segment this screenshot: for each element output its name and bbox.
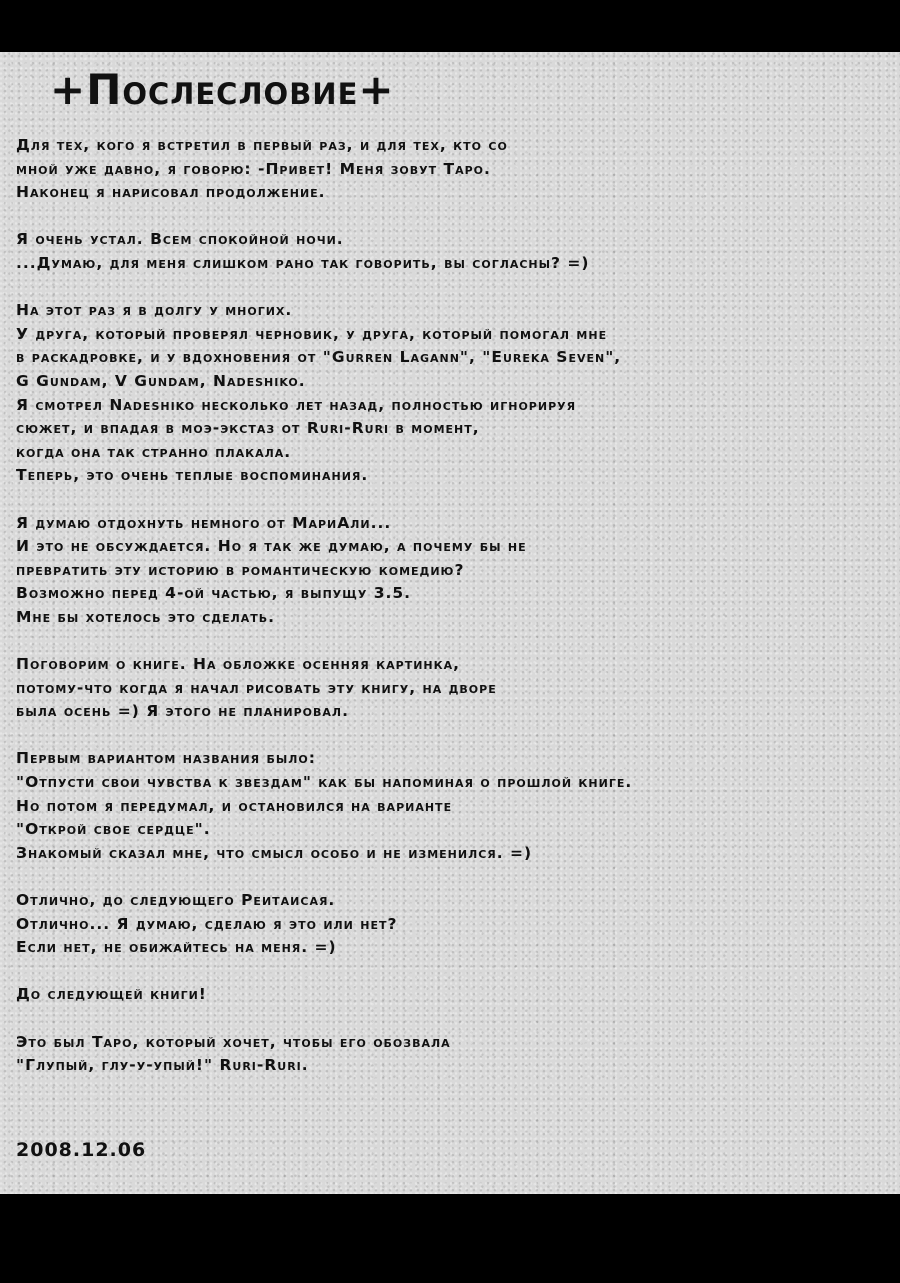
page-title: +Послесловие+: [50, 65, 395, 114]
text-line: Но потом я передумал, и остановился на варианте: [16, 796, 453, 815]
paragraph-gap: [16, 205, 884, 229]
text-line: превратить эту историю в романтическую комедию?: [16, 560, 465, 579]
paragraph-gap: [16, 629, 884, 653]
text-line: Это был Таро, который хочет, чтобы его обозвала: [16, 1032, 451, 1051]
text-line: На этот раз я в долгу у многих.: [16, 301, 293, 320]
paragraph-gap: [16, 960, 884, 984]
text-line: сюжет, и впадая в моэ-экстаз от Ruri-Ruri в момент,: [16, 419, 480, 438]
text-line: Наконец я нарисовал продолжение.: [16, 183, 326, 202]
text-line: мной уже давно, я говорю: -Привет! Меня зовут Таро.: [16, 159, 491, 178]
text-line: "Глупый, глу-у-упый!" Ruri-Ruri.: [16, 1056, 309, 1075]
afterword-page: [0, 52, 900, 1194]
text-line: Возможно перед 4-ой частью, я выпущу 3.5.: [16, 584, 412, 603]
text-line: Отлично... Я думаю, сделаю я это или нет?: [16, 914, 398, 933]
paragraph-gap: [16, 276, 884, 300]
text-line: Отлично, до следующего Реитаисая.: [16, 891, 336, 909]
text-line: Я думаю отдохнуть немного от МариАли...: [16, 513, 392, 532]
text-line: "Отпусти свои чувства к звездам" как бы напоминая о прошлой книге.: [16, 773, 633, 792]
text-line: Знакомый сказал мне, что смысл особо и не изменился. =): [16, 843, 533, 862]
text-line: Для тех, кого я встретил в первый раз, и для тех, кто со: [16, 136, 508, 154]
afterword-text: [16, 134, 884, 1078]
text-line: Мне бы хотелось это сделать.: [16, 607, 276, 626]
text-line: Теперь, это очень теплые воспоминания.: [16, 466, 369, 485]
text-line: До следующей книги!: [16, 985, 207, 1004]
text-line: "Открой свое сердце".: [16, 820, 211, 839]
text-line: была осень =) Я этого не планировал.: [16, 702, 349, 721]
text-line: У друга, который проверял черновик, у друга, который помогал мне: [16, 324, 608, 343]
date-stamp: 2008.12.06: [16, 1139, 147, 1161]
paragraph-gap: [16, 488, 884, 512]
text-line: Если нет, не обижайтесь на меня. =): [16, 938, 337, 957]
paragraph-gap: [16, 724, 884, 748]
text-line: Поговорим о книге. На обложке осенняя картинка,: [16, 655, 461, 674]
text-line: Я смотрел Nadeshiko несколько лет назад, полностью игнорируя: [16, 395, 577, 414]
text-line: в раскадровке, и у вдохновения от "Gurren Lagann", "Eureka Seven",: [16, 348, 622, 367]
paragraph-gap: [16, 865, 884, 889]
text-line: G Gundam, V Gundam, Nadeshiko.: [16, 371, 306, 390]
text-line: когда она так странно плакала.: [16, 442, 292, 461]
text-line: И это не обсуждается. Но я так же думаю, а почему бы не: [16, 537, 527, 556]
text-line: Первым вариантом названия было:: [16, 749, 316, 768]
text-line: Я очень устал. Всем спокойной ночи.: [16, 230, 344, 249]
text-line: ...Думаю, для меня слишком рано так говорить, вы согласны? =): [16, 253, 590, 272]
paragraph-gap: [16, 1007, 884, 1031]
text-line: потому-что когда я начал рисовать эту книгу, на дворе: [16, 678, 497, 697]
